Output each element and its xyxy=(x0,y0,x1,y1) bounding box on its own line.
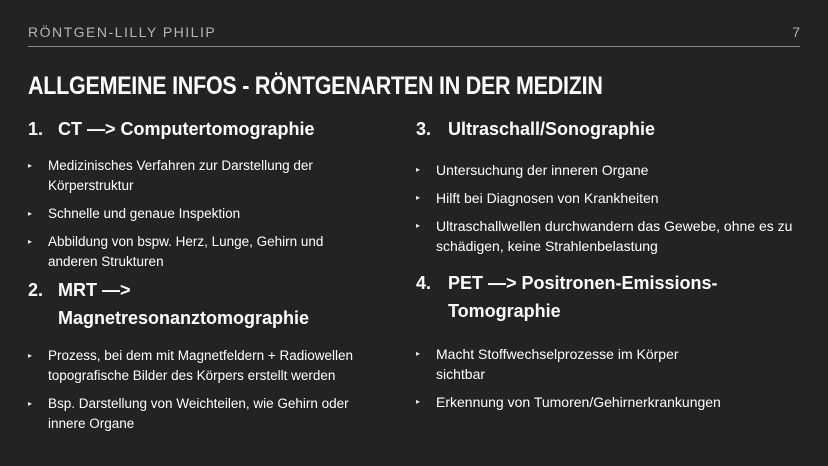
list-item: ▸ Prozess, bei dem mit Magnetfeldern + Radiowellen topografische Bilder des Körpers erstellt werden xyxy=(28,348,354,383)
slide-header xyxy=(28,22,800,47)
bullet-icon: ▸ xyxy=(416,193,421,202)
page-number: 7 xyxy=(792,24,800,40)
bullet-icon: ▸ xyxy=(416,165,421,174)
section-mrt-title xyxy=(28,277,309,331)
section-ct-title xyxy=(28,116,315,142)
section-heading-continuation: Tomographie xyxy=(448,301,561,321)
list-item: ▸ Abbildung von bspw. Herz, Lunge, Gehirn und anderen Strukturen xyxy=(28,234,324,269)
section-heading: MRT —> xyxy=(58,280,131,300)
section-number: 2. xyxy=(28,280,44,300)
section-number: 4. xyxy=(416,273,432,293)
author-name: RÖNTGEN-LILLY PHILIP xyxy=(28,24,217,40)
section-ct-bullets xyxy=(28,156,358,280)
list-item: ▸ Erkennung von Tumoren/Gehirnerkrankungen xyxy=(416,394,721,410)
bullet-icon: ▸ xyxy=(28,237,33,246)
bullet-icon: ▸ xyxy=(28,209,33,218)
section-pet-bullets xyxy=(416,344,721,420)
section-mrt-bullets xyxy=(28,346,388,442)
section-ultraschall-bullets xyxy=(416,160,801,264)
list-item: ▸ Macht Stoffwechselprozesse im Körper sichtbar xyxy=(416,346,679,382)
section-ultraschall-title xyxy=(416,116,655,142)
bullet-icon: ▸ xyxy=(28,161,33,170)
list-item: ▸ Schnelle und genaue Inspektion xyxy=(28,204,358,224)
section-number: 1. xyxy=(28,119,44,139)
list-item: ▸ Ultraschallwellen durchwandern das Gewebe, ohne es zu schädigen, keine Strahlenbelastung xyxy=(416,218,793,254)
section-number: 3. xyxy=(416,119,432,139)
list-item: ▸ Medizinisches Verfahren zur Darstellung der Körperstruktur xyxy=(28,158,313,193)
section-heading-continuation: Magnetresonanztomographie xyxy=(58,308,310,328)
list-item: ▸ Bsp. Darstellung von Weichteilen, wie Gehirn oder innere Organe xyxy=(28,396,349,431)
bullet-icon: ▸ xyxy=(416,221,421,230)
section-heading: Ultraschall/Sonographie xyxy=(448,119,656,139)
list-item: ▸ Hilft bei Diagnosen von Krankheiten xyxy=(416,190,659,206)
section-heading: PET —> Positronen-Emissions- xyxy=(448,273,718,293)
list-item: ▸ Untersuchung der inneren Organe xyxy=(416,162,649,178)
section-heading: CT —> Computertomographie xyxy=(58,119,315,139)
section-pet-title xyxy=(416,270,718,324)
bullet-icon: ▸ xyxy=(416,349,421,358)
slide-title: ALLGEMEINE INFOS - RÖNTGENARTEN IN DER MEDIZIN xyxy=(28,72,603,100)
bullet-icon: ▸ xyxy=(28,399,33,408)
bullet-icon: ▸ xyxy=(416,397,421,406)
bullet-icon: ▸ xyxy=(28,351,33,360)
